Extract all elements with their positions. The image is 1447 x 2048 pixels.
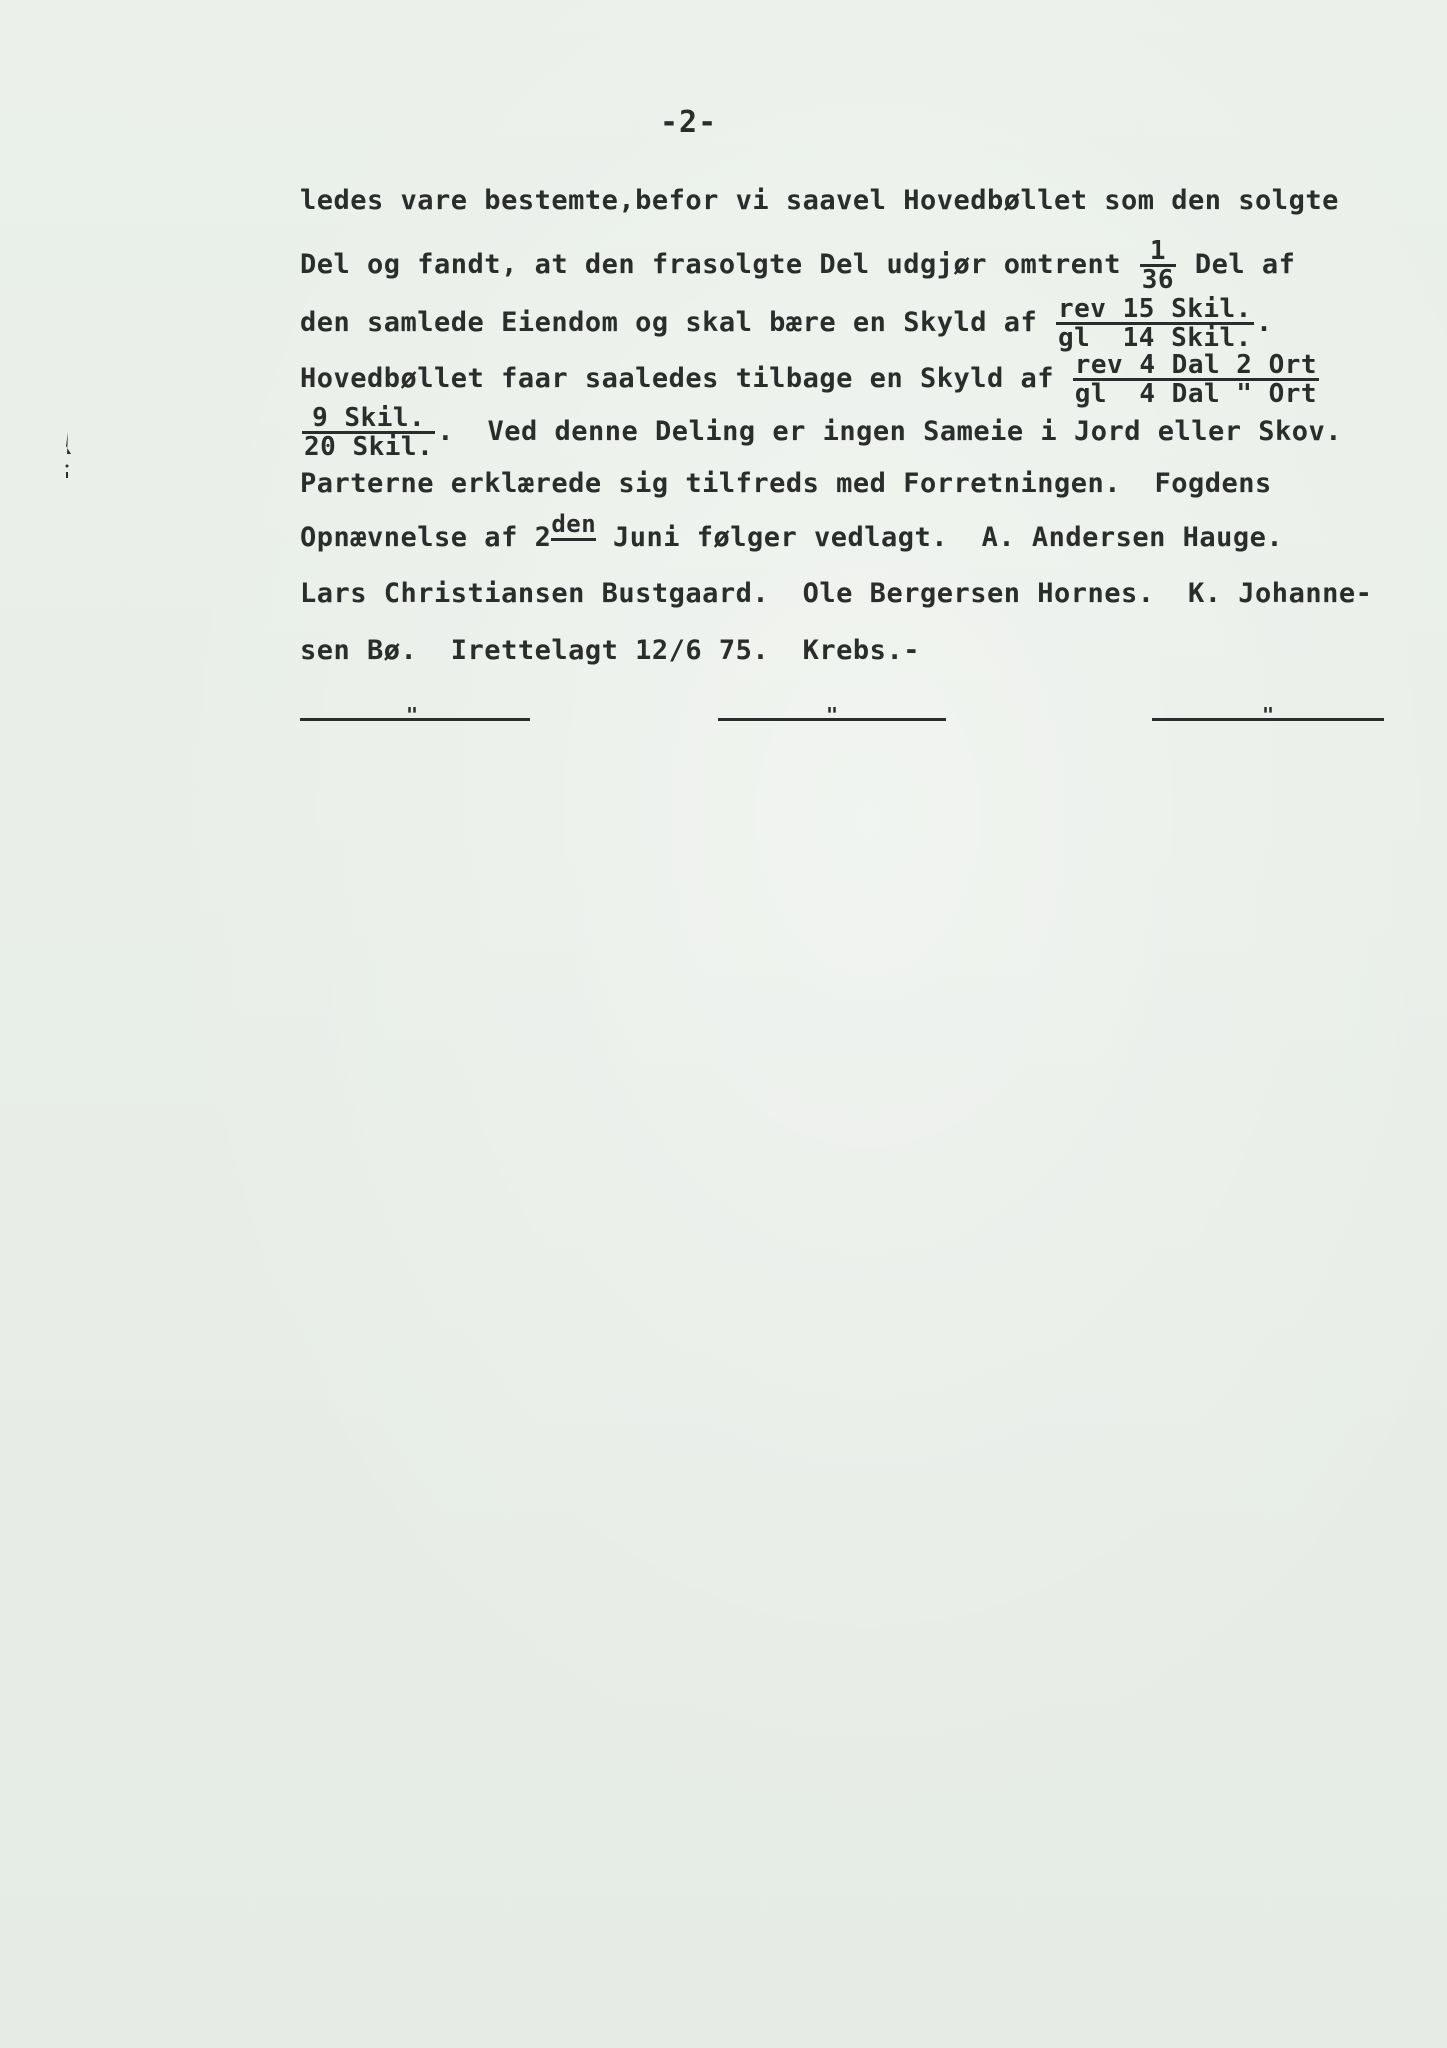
text-line-1: ledes vare bestemte,befor vi saavel Hovedbøllet som den solgte: [300, 185, 1339, 216]
text-line-2: [300, 238, 1295, 293]
ditto-mark-left: ": [406, 703, 419, 727]
text-segment: Del af: [1178, 249, 1296, 280]
ditto-mark-center: ": [826, 703, 839, 727]
fraction-numerator: 1: [1140, 238, 1176, 267]
text-line-7: [300, 510, 1284, 554]
fraction-denominator: 36: [1141, 265, 1175, 295]
fraction-one-thirtysixth: [1140, 238, 1176, 293]
fraction-denominator: gl 14 Skil.: [1058, 323, 1252, 353]
text-segment: . Ved denne Deling er ingen Sameie i Jord eller Skov.: [437, 416, 1343, 447]
text-segment: den samlede Eiendom og skal bære en Skyld af: [300, 307, 1054, 338]
margin-pen-mark: [62, 432, 72, 478]
text-line-9: sen Bø. Irettelagt 12/6 75. Krebs.-: [300, 635, 920, 666]
fraction-numerator: 9 Skil.: [302, 405, 435, 434]
text-line-8: Lars Christiansen Bustgaard. Ole Bergersen Hornes. K. Johanne-: [300, 578, 1373, 609]
fraction-denominator: gl 4 Dal " Ort: [1074, 379, 1318, 409]
fraction-skil: [302, 405, 435, 460]
fraction-numerator: rev 15 Skil.: [1058, 294, 1252, 324]
fraction-skyld: [1056, 296, 1254, 351]
text-segment: Juni følger vedlagt. A. Andersen Hauge.: [596, 522, 1284, 553]
text-segment: Del og fandt, at den frasolgte Del udgjør omtrent: [300, 249, 1138, 280]
text-line-5: [300, 405, 1342, 460]
text-segment: Hovedbøllet faar saaledes tilbage en Skyld af: [300, 363, 1071, 394]
fraction-skyld-hovedbol: [1073, 352, 1319, 407]
page-number: -2-: [660, 105, 718, 140]
text-line-6: Parterne erklærede sig tilfreds med Forretningen. Fogdens: [300, 468, 1272, 499]
text-segment: .: [1255, 307, 1273, 338]
text-line-4: [300, 352, 1321, 407]
superscript-den: den: [551, 510, 596, 541]
text-segment: Opnævnelse af 2: [300, 522, 552, 553]
fraction-denominator: 20 Skil.: [304, 432, 434, 462]
ditto-mark-right: ": [1262, 703, 1275, 727]
text-line-3: [300, 296, 1273, 351]
fraction-numerator: rev 4 Dal 2 Ort: [1074, 350, 1318, 380]
